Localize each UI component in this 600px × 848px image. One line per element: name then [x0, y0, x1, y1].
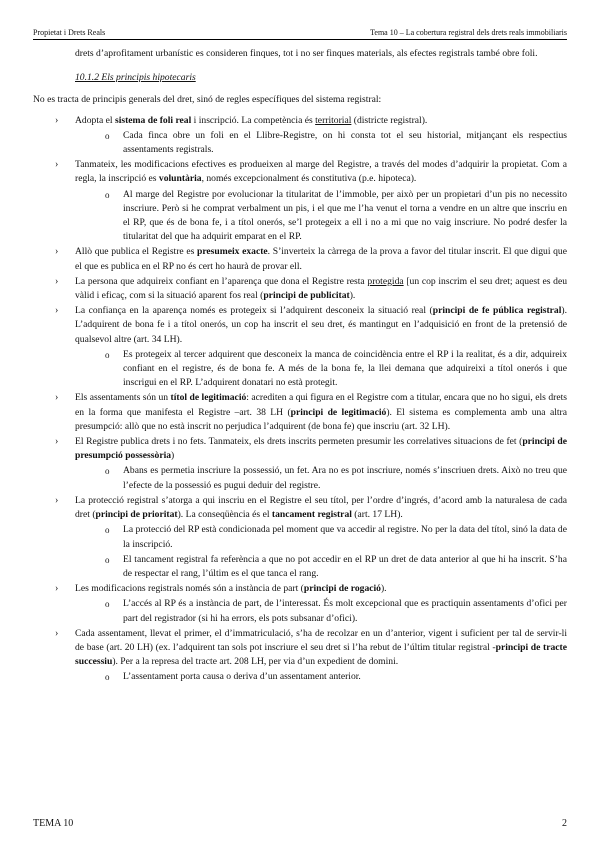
arrow-bullet-icon: › — [55, 114, 59, 126]
bullet-item: › La persona que adquireix confiant en l’aparença que dona el Registre resta protegida [un cop inscrim el seu dret; aquest es deu vàlid i eficaç, com si la situació aparent fos real (principi de publicitat). — [55, 275, 567, 302]
bullet-item: › Allò que publica el Registre es presumeix exacte. S’inverteix la càrrega de la prova a favor del titular inscrit. El que digui que el que es publica en el RP no és cert ho haurà de provar ell. — [55, 246, 567, 272]
arrow-bullet-icon: › — [55, 583, 59, 595]
sub-bullet-item: o L’assentament porta causa o deriva d’un assentament anterior. — [33, 670, 567, 684]
header-chapter-title: Tema 10 – La cobertura registral dels drets reals immobiliaris — [370, 28, 567, 37]
circle-bullet-icon: o — [105, 554, 110, 565]
circle-bullet-icon: o — [105, 130, 110, 141]
bullet-item: › Els assentaments són un títol de legitimació: acrediten a qui figura en el Registre com a titular, encara que no ho sigui, els drets en la forma que manifesta el Registre –art. 38 LH (principi de legitimació). El sistema es complementa amb una altra presumpció: allò que no està inscrit no perjudica l’adquirent (de bona fe) que inscriu (art. 32 LH). — [55, 392, 568, 432]
sub-bullet-item: o La protecció del RP està condicionada pel moment que va accedir al registre. No per la data del títol, sinó la data de la inscripció. — [105, 524, 567, 550]
circle-bullet-icon: o — [105, 466, 110, 477]
continuation-paragraph: drets d’aprofitament urbanístic es consideren finques, tot i no ser finques materials, als efectes registrals també obre foli. — [75, 48, 538, 59]
circle-bullet-icon: o — [105, 189, 110, 200]
arrow-bullet-icon: › — [55, 246, 59, 258]
section-title: 10.1.2 Els principis hipotecaris — [75, 72, 196, 84]
arrow-bullet-icon: › — [55, 159, 59, 171]
sub-bullet-item: o El tancament registral fa referència a que no pot accedir en el RP un dret de data anterior al que hi ha inscrit. S’ha de respectar el rang, l’últim es el que tanca el rang. — [105, 553, 567, 579]
bullet-item: › El Registre publica drets i no fets. Tanmateix, els drets inscrits permeten presumir les correlatives situacions de fet (principi de presumpció possessòria) — [55, 436, 567, 462]
bullet-item: › La protecció registral s’atorga a qui inscriu en el Registre el seu títol, per l’ordre d’ingrés, d’acord amb la naturalesa de cada dret (principi de prioritat). La conseqüència és el tancament registral (art. 17 LH). — [55, 494, 567, 521]
bullet-item: › Cada assentament, llevat el primer, el d’immatriculació, s’ha de recolzar en un d’anterior, vigent i suficient per tal de servir-li de base (art. 20 LH) (ex. l’adquirent tan sols pot inscriure el seu dret si l’ha rebut de l’últim titular registral -principi de tracte successiu). Per a la represa del tracte art. 208 LH, per via d’un expedient de domini. — [55, 627, 567, 668]
arrow-bullet-icon: › — [55, 494, 59, 506]
header-course-title: Propietat i Drets Reals — [33, 28, 106, 37]
circle-bullet-icon: o — [105, 672, 110, 683]
sub-bullet-item: o Al marge del Registre por evolucionar la titularitat de l’immoble, per això per un propietari d’un pis no necessito inscriure. Però si he comprat verbalment un pis, i el que me l’ha venut el torna a vendre en un altre que inscriu en el RP, que és de bona fe, i a títol onerós, se’l protegeix a ell i no a mi que no vaig inscriure. No podré desfer la titularitat del que ha adquirit emparat en el RP. — [105, 188, 567, 243]
arrow-bullet-icon: › — [55, 275, 59, 287]
bullet-item: › Les modificacions registrals només són a instància de part (principi de rogació). — [33, 582, 567, 596]
sub-bullet-item: o Cada finca obre un foli en el Llibre-Registre, on hi consta tot el seu historial, mitjançant els respectius assentaments registrals. — [105, 129, 567, 156]
sub-bullet-item: o Abans es permetia inscriure la possessió, un fet. Ara no es pot inscriure, només s’inscriuen drets. Això no treu que l’efecte de la possessió es pugui deduir del registre. — [105, 465, 567, 491]
arrow-bullet-icon: › — [55, 305, 59, 317]
bullet-item: › Adopta el sistema de foli real i inscripció. La competència és territorial (districte registral). — [33, 114, 567, 128]
page-footer — [33, 818, 567, 830]
circle-bullet-icon: o — [105, 599, 110, 610]
intro-paragraph: No es tracta de principis generals del dret, sinó de regles específiques del sistema registral: — [33, 94, 382, 106]
footer-topic: TEMA 10 — [33, 818, 74, 829]
sub-bullet-item: o L’accés al RP és a instància de part, de l’interessat. És molt excepcional que es practiquin assentaments d’ofici per part del registrador (si hi ha errors, els pots subsanar d’ofici). — [105, 598, 567, 624]
arrow-bullet-icon: › — [55, 392, 59, 404]
circle-bullet-icon: o — [105, 349, 110, 360]
section-heading — [33, 71, 567, 85]
circle-bullet-icon: o — [105, 525, 110, 536]
arrow-bullet-icon: › — [55, 627, 59, 639]
page-header — [33, 27, 567, 40]
sub-bullet-item: o Es protegeix al tercer adquirent que desconeix la manca de coincidència entre el RP i la realitat, és a dir, adquireix confiant en el registre, és de bona fe. A més de la bona fe, la llei demana que adquireixi a títol onerós i que inscrigui en el RP. L’adquirent donatari no està protegit. — [105, 348, 567, 389]
bullet-item: › La confiança en la aparença només es protegeix si l’adquirent desconeix la situació real (principi de fe pública registral). L’adquirent de bona fe i a títol onerós, un cop ha inscrit el seu dret, és mantingut en l’adquisició en front de la pretensió de qualsevol altre (art. 34 LH). — [55, 305, 567, 345]
arrow-bullet-icon: › — [55, 436, 59, 448]
page-number: 2 — [562, 818, 567, 829]
document-body — [33, 47, 567, 686]
bullet-item: › Tanmateix, les modificacions efectives es produeixen al marge del Registre, a través del modes d’adquirir la propietat. Com a regla, la inscripció es voluntària, només excepcionalment és constitutiva (p.e. hipoteca). — [55, 159, 567, 185]
